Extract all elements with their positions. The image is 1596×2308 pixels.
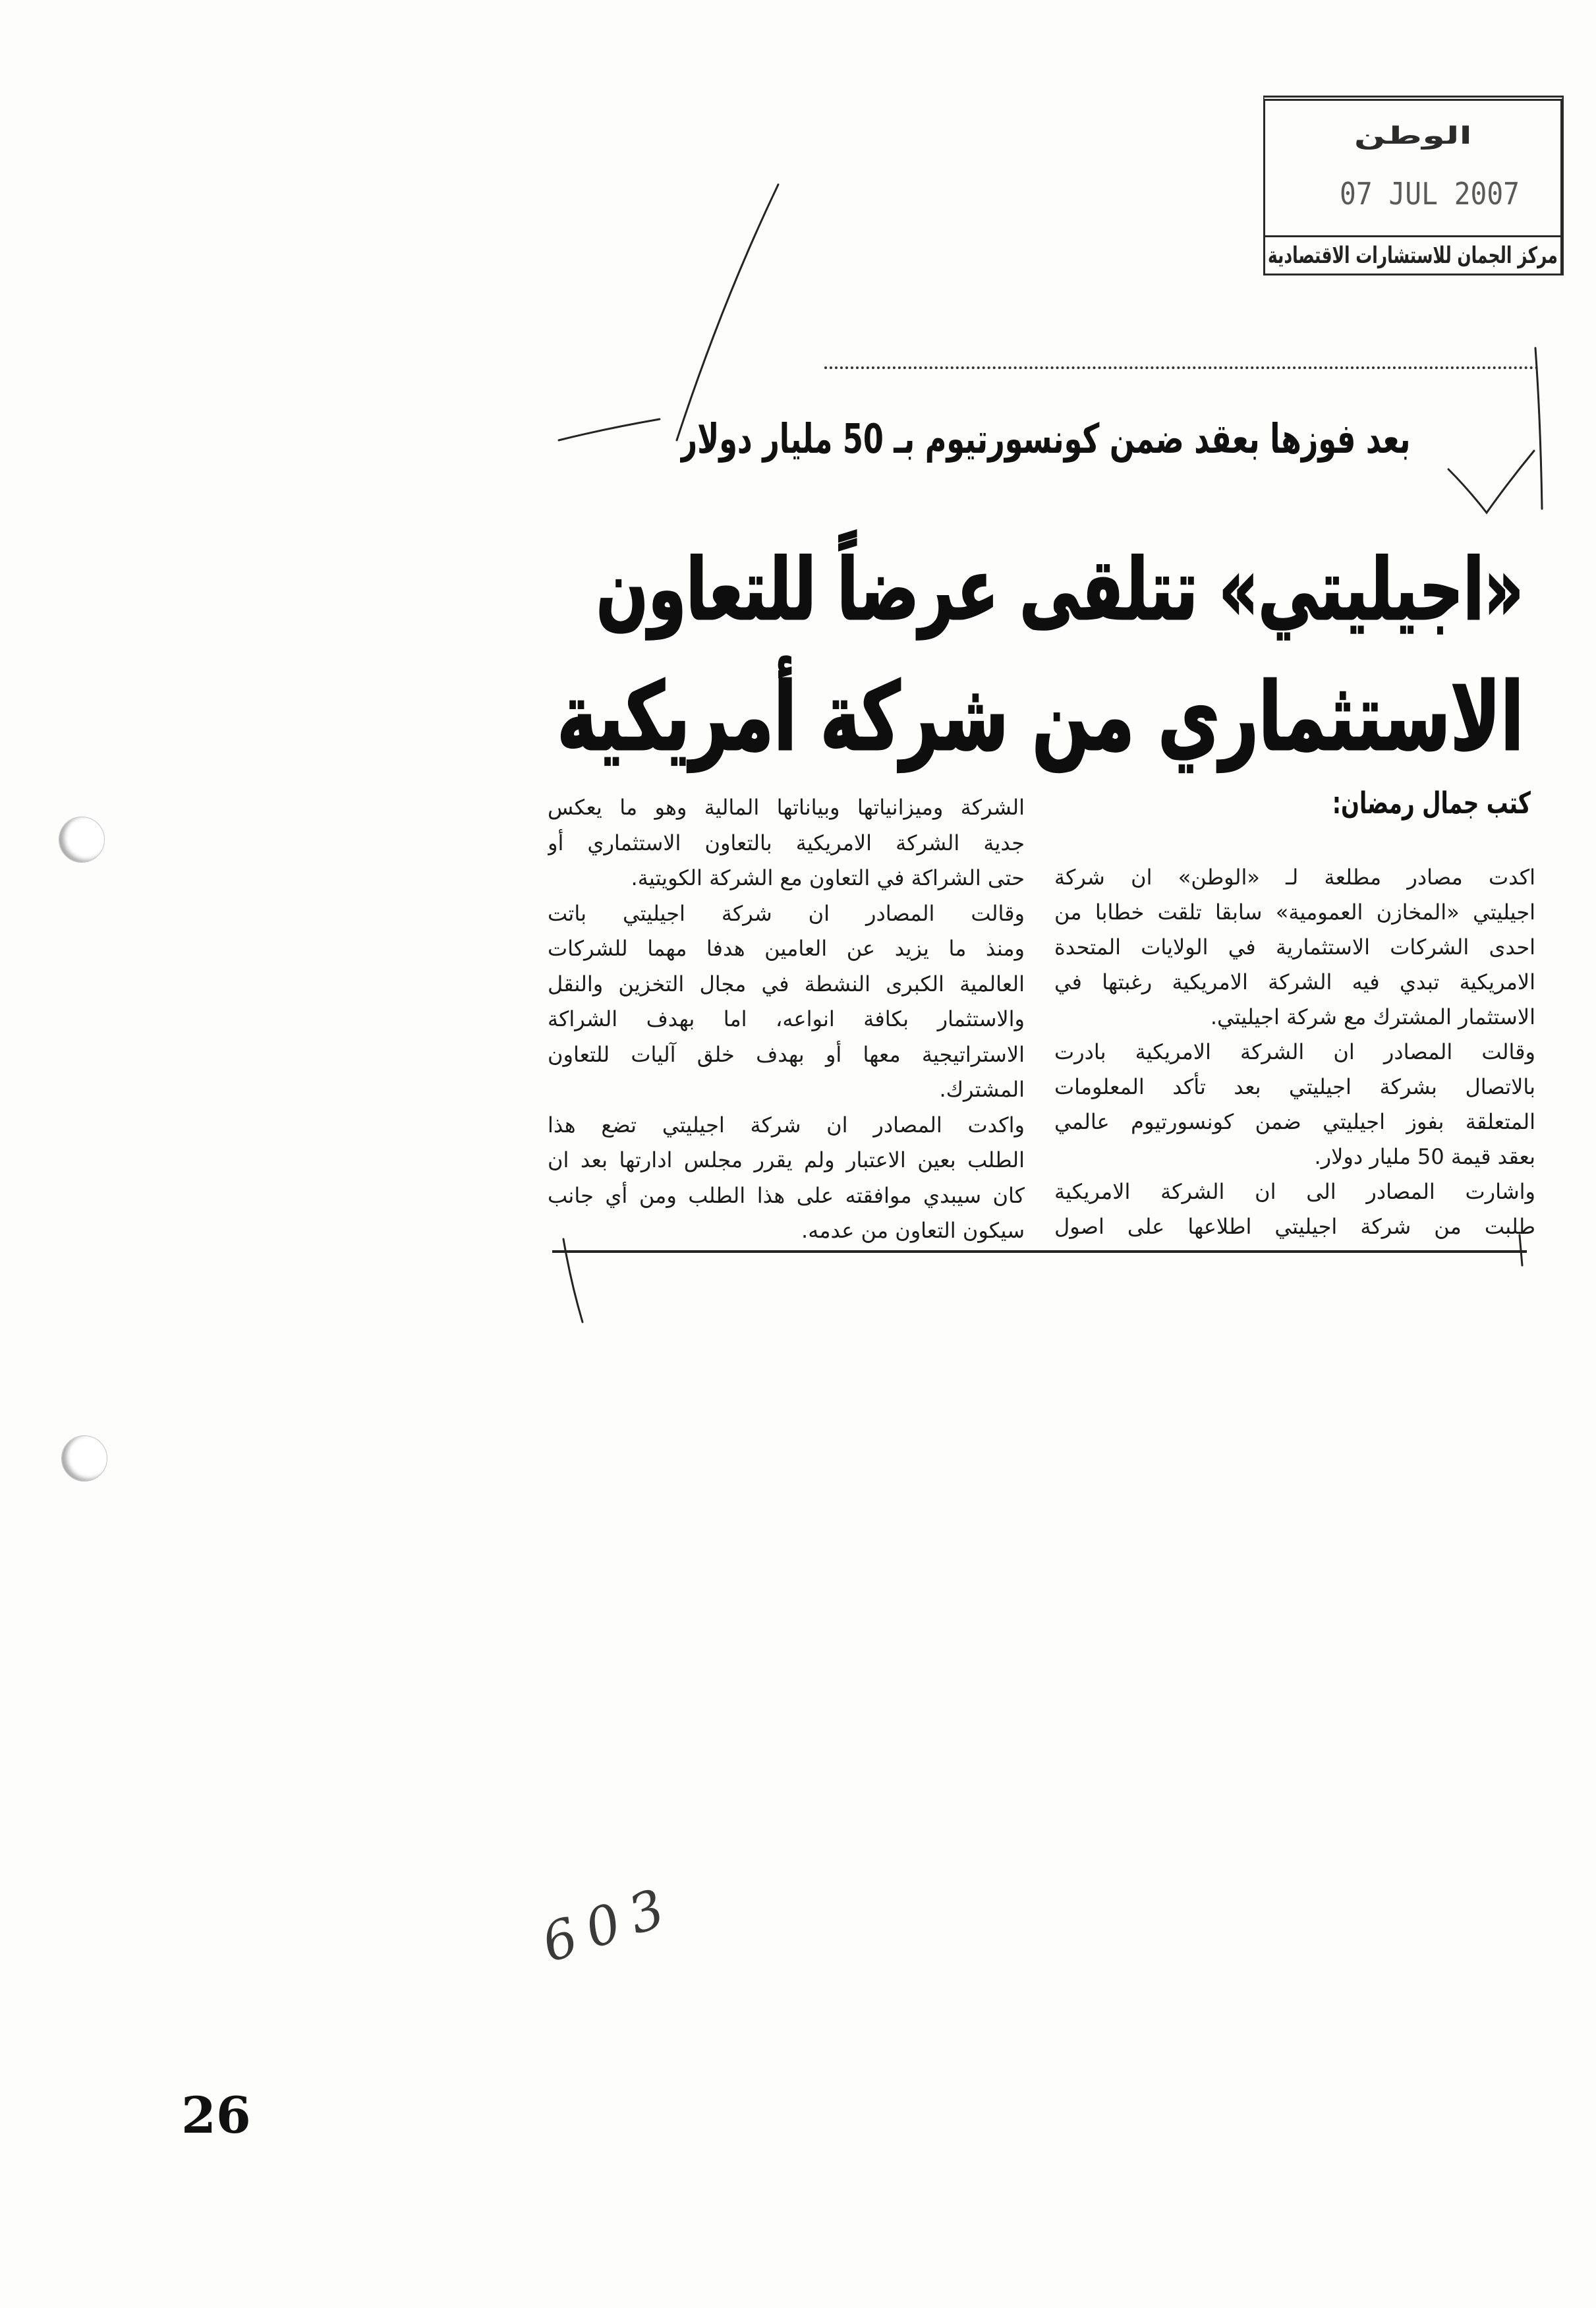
pen-stroke-dash	[559, 419, 660, 440]
text-line: وقالت المصادر ان الشركة الامريكية بادرت	[1054, 1039, 1535, 1064]
article-headline-text: الاستثماري من شركة أمريكية	[557, 662, 1524, 772]
handwritten-number-text: 603	[534, 1874, 683, 1975]
text-line: اكدت مصادر مطلعة لـ «الوطن» ان شركة	[1054, 865, 1535, 890]
text-line: طلبت من شركة اجيليتي اطلاعها على اصول	[1054, 1214, 1535, 1239]
handwritten-number	[534, 1874, 692, 1977]
punch-hole	[59, 817, 105, 863]
text-line: بالاتصال بشركة اجيليتي بعد تأكد المعلومات	[1054, 1074, 1535, 1099]
text-line: الشركة وميزانياتها وبياناتها المالية وهو ما يعكس	[548, 795, 1025, 820]
text-line: واكدت المصادر ان شركة اجيليتي تضع هذا	[548, 1112, 1025, 1138]
pen-stroke-rule-end	[1520, 1235, 1522, 1265]
page-number: 26	[181, 2086, 251, 2145]
article-kicker-text: بعد فوزها بعقد ضمن كونسورتيوم بـ 50 مليار دولار	[680, 415, 1410, 463]
text-line: الاستراتيجية معها أو بهدف خلق آليات للتعاون	[548, 1041, 1025, 1067]
text-line: كان سيبدي موافقته على هذا الطلب ومن أي جانب	[548, 1182, 1025, 1208]
stamp-center-name-text: مركز الجمان للاستشارات الاقتصادية	[1268, 243, 1558, 269]
article-headline-text: «اجيليتي» تتلقى عرضاً للتعاون	[596, 541, 1524, 639]
pen-stroke-bottom	[563, 1239, 583, 1322]
text-line: وقالت المصادر ان شركة اجيليتي باتت	[548, 900, 1025, 926]
text-line: ومنذ ما يزيد عن العامين هدفا مهما للشركات	[548, 936, 1025, 961]
text-line: اجيليتي «المخازن العمومية» سابقا تلقت خطابا من	[1054, 900, 1535, 925]
text-line: المشترك.	[939, 1077, 1025, 1102]
text-line: الاستثمار المشترك مع شركة اجيليتي.	[1210, 1004, 1535, 1029]
punch-hole	[61, 1435, 107, 1482]
text-line: سيكون التعاون من عدمه.	[801, 1218, 1025, 1243]
text-line: حتى الشراكة في التعاون مع الشركة الكويتية.	[631, 865, 1025, 890]
stamp-date-text: 07 JUL 2007	[1340, 177, 1520, 211]
pen-stroke-diagonal	[677, 185, 778, 440]
text-line: والاستثمار بكافة انواعه، اما بهدف الشراكة	[548, 1006, 1025, 1031]
article-byline-text: كتب جمال رمضان:	[1332, 786, 1531, 821]
pen-stroke-right	[1535, 348, 1542, 509]
text-line: جدية الشركة الامريكية بالتعاون الاستثماري أو	[548, 830, 1025, 855]
text-line: بعقد قيمة 50 مليار دولار.	[1314, 1144, 1535, 1169]
text-line: واشارت المصادر الى ان الشركة الامريكية	[1054, 1179, 1535, 1204]
stamp-newspaper-name-text: الوطن	[1354, 123, 1472, 150]
text-line: احدى الشركات الاستثمارية في الولايات المتحدة	[1054, 935, 1535, 960]
text-line: الامريكية تبدي فيه الشركة الامريكية رغبتها في	[1054, 969, 1535, 995]
text-line: الطلب بعين الاعتبار ولم يقرر مجلس ادارتها بعد ان	[548, 1147, 1025, 1172]
text-line: المتعلقة بفوز اجيليتي ضمن كونسورتيوم عالمي	[1054, 1109, 1535, 1134]
text-line: العالمية الكبرى النشطة في مجال التخزين والنقل	[548, 971, 1025, 996]
check-mark	[1448, 451, 1534, 513]
